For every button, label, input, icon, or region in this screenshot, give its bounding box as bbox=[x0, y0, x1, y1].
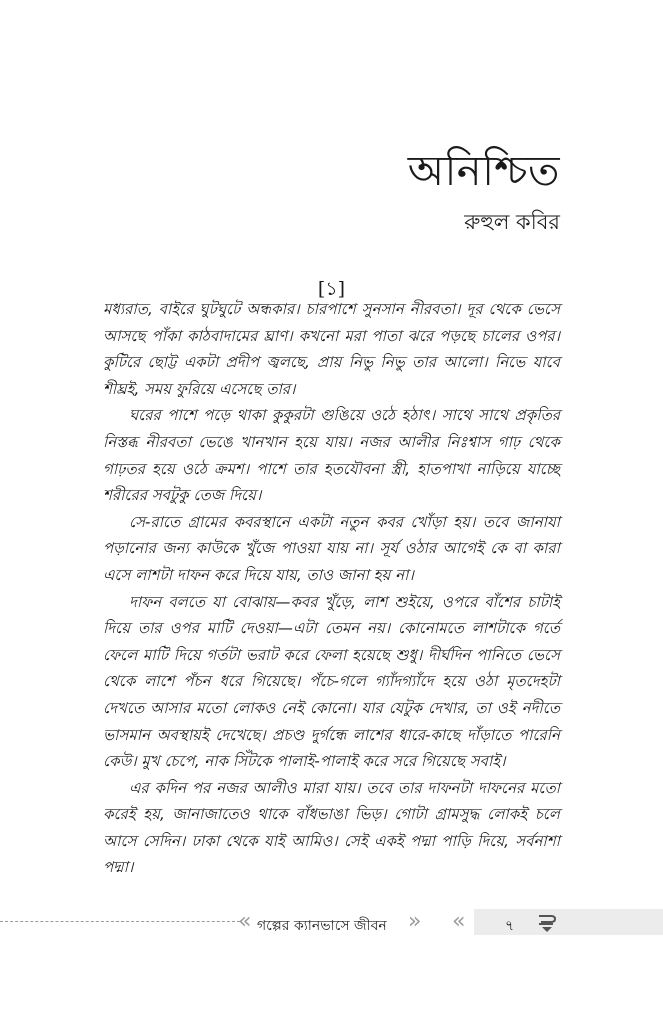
paragraph: এর কদিন পর নজর আলীও মারা যায়। তবে তার দাফনটা দাফনের মতো করেই হয়, জানাজাতেও থাকে বাঁধভাঙা ভিড়। গোটা গ্রামসুদ্ধ লোকই চলে আসে সেদিন। ঢাকা থেকে যাই আমিও। সেই একই পদ্মা পাড়ি দিয়ে, সর্বনাশা পদ্মা। bbox=[103, 778, 560, 877]
section-number: [১] bbox=[317, 278, 346, 300]
footer-divider bbox=[0, 921, 240, 924]
left-chevron-icon: « bbox=[238, 909, 252, 934]
page-footer bbox=[0, 905, 663, 939]
author-name: রুহুল কবির bbox=[464, 210, 560, 234]
page-number: ৭ bbox=[505, 918, 515, 934]
double-chevron-icon: « bbox=[452, 909, 466, 934]
paragraph: ঘরের পাশে পড়ে থাকা কুকুরটা গুঙিয়ে ওঠে হঠাৎ। সাথে সাথে প্রকৃতির নিস্তব্ধ নীরবতা ভেঙে খানখান হয়ে যায়। নজর আলীর নিঃশ্বাস গাঢ় থেকে গাঢ়তর হয়ে ওঠে ক্রমশ। পাশে তার হতযৌবনা স্ত্রী, হাতপাখা নাড়িয়ে যাচ্ছে শরীরের সবটুকু তেজ দিয়ে। bbox=[103, 406, 560, 505]
page-number-box bbox=[474, 909, 663, 935]
chapter-title: অনিশ্চিত bbox=[407, 146, 560, 195]
story-body bbox=[103, 296, 560, 881]
paragraph: সে-রাতে গ্রামের কবরস্থানে একটা নতুন কবর খোঁড়া হয়। তবে জানাযা পড়ানোর জন্য কাউকে খুঁজে পাওয়া যায় না। সূর্য ওঠার আগেই কে বা কারা এসে লাশটা দাফন করে দিয়ে যায়, তাও জানা হয় না। bbox=[103, 512, 560, 584]
book-logo-icon bbox=[536, 911, 558, 933]
paragraph: মধ্যরাত, বাইরে ঘুটঘুটে অন্ধকার। চারপাশে সুনসান নীরবতা। দূর থেকে ভেসে আসছে পাঁকা কাঠবাদামের ঘ্রাণ। কখনো মরা পাতা ঝরে পড়ছে চালের ওপর। কুটিরে ছোট্ট একটা প্রদীপ জ্বলছে, প্রায় নিভু নিভু তার আলো। নিভে যাবে শীঘ্রই, সময় ফুরিয়ে এসেছে তার। bbox=[103, 300, 560, 398]
paragraph: দাফন বলতে যা বোঝায়—কবর খুঁড়ে, লাশ শুইয়ে, ওপরে বাঁশের চাটাই দিয়ে তার ওপর মাটি দেওয়া—এটা তেমন নয়। কোনোমতে লাশটাকে গর্তে ফেলে মাটি দিয়ে গর্তটা ভরাট করে ফেলা হয়েছে শুধু। দীর্ঘদিন পানিতে ভেসে থেকে লাশে পঁচন ধরে গিয়েছে। পঁচে-গলে গ্যাঁদগ্যাঁদে হয়ে ওঠা মৃতদেহটা দেখতে আসার মতো লোকও নেই কোনো। যার যেটুক দেখার, তা ওই নদীতে ভাসমান অবস্থায়ই দেখেছে। প্রচণ্ড দুর্গন্ধে লাশের ধারে-কাছে দাঁড়াতে পারেনি কেউ। মুখ চেপে, নাক সিঁটকে পালাই-পালাই করে সরে গিয়েছে সবাই। bbox=[103, 592, 560, 771]
right-chevron-icon: » bbox=[408, 909, 422, 934]
running-book-title: গল্পের ক্যানভাসে জীবন bbox=[257, 918, 387, 934]
